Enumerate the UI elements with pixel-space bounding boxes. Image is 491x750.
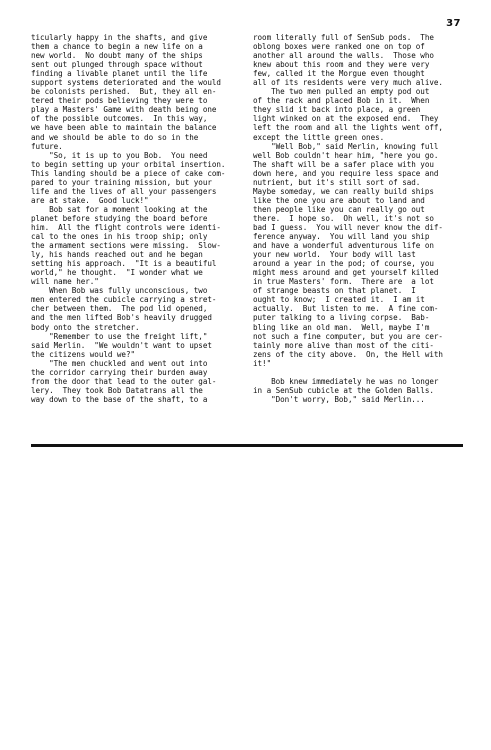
text-line: "Don't worry, Bob," said Merlin... [253, 394, 425, 404]
text-line: new world. No doubt many of the ships [31, 51, 203, 61]
text-line: there. I hope so. Oh well, it's not so [253, 213, 434, 223]
text-line: world," he thought. "I wonder what we [31, 268, 203, 278]
text-line: we have been able to maintain the balance [31, 123, 217, 133]
text-line: sent out plunged through space without [31, 60, 203, 70]
text-line: in true Masters' form. There are a lot [253, 277, 434, 287]
text-line: said Merlin. "We wouldn't want to upset [31, 340, 212, 350]
text-line: puter talking to a living corpse. Bab- [253, 313, 430, 323]
text-line: tainly more alive than most of the citi- [253, 340, 434, 350]
text-line: around a year in the pod; of course, you [253, 259, 434, 269]
page-number: 37 [446, 18, 461, 29]
text-line: The two men pulled an empty pod out [253, 87, 430, 97]
text-line: except the little green ones. [253, 132, 385, 142]
text-line: nutrient, but it's still sort of sad. [253, 177, 421, 187]
text-line: cal to the ones in his troop ship; only [31, 232, 208, 242]
text-line: another all around the walls. Those who [253, 51, 434, 61]
text-line: men entered the cubicle carrying a stret- [31, 295, 217, 305]
text-line: play a Masters' Game with death being one [31, 105, 217, 115]
text-line: then people like you can really go out [253, 204, 425, 214]
text-line: of the possible outcomes. In this way, [31, 114, 208, 124]
text-line: Maybe someday, we can really build ships [253, 186, 434, 196]
text-line: be colonists perished. But, they all en- [31, 87, 217, 97]
text-line: from the door that lead to the outer gal- [31, 376, 217, 386]
text-line: planet before studying the board before [31, 213, 208, 223]
text-line: tered their pods believing they were to [31, 96, 208, 106]
text-line: the corridor carrying their burden away [31, 367, 208, 377]
text-line: like the one you are about to land and [253, 195, 425, 205]
text-line: and we should be able to do so in the [31, 132, 199, 142]
text-line: bad I guess. You will never know the dif- [253, 222, 443, 232]
text-line: it!" [253, 358, 272, 368]
text-line: knew about this room and they were very [253, 60, 430, 70]
text-line: ference anyway. You will land you ship [253, 232, 430, 242]
text-line: Bob knew immediately he was no longer [253, 376, 439, 386]
text-line: "So, it is up to you Bob. You need [31, 150, 208, 160]
text-line: way down to the base of the shaft, to a [31, 394, 208, 404]
text-line: "The men chuckled and went out into [31, 358, 208, 368]
text-line: future. [31, 141, 63, 151]
text-line: in a SenSub cubicle at the Golden Balls. [253, 385, 434, 395]
text-line: bling like an old man. Well, maybe I'm [253, 322, 430, 332]
text-line: When Bob was fully unconscious, two [31, 286, 208, 296]
text-line: well Bob couldn't hear him, "here you go. [253, 150, 439, 160]
text-line: setting his approach. "It is a beautiful [31, 259, 217, 269]
text-line: room literally full of SenSub pods. The [253, 33, 434, 42]
text-line: body onto the stretcher. [31, 322, 140, 332]
text-line: them a chance to begin a new life on a [31, 42, 203, 52]
text-line: of strange beasts on that planet. I [253, 286, 416, 296]
text-line: him. All the flight controls were identi- [31, 222, 221, 232]
text-line: light winked on at the exposed end. They [253, 114, 439, 124]
text-line: they slid it back into place, a green [253, 105, 421, 115]
text-line: and the men lifted Bob's heavily drugged [31, 313, 212, 323]
text-line: cher between them. The pod lid opened, [31, 304, 208, 314]
text-line: will name her." [31, 277, 99, 287]
text-line: zens of the city above. On, the Hell with [253, 349, 443, 359]
text-line: actually. But listen to me. A fine com- [253, 304, 439, 314]
text-line: support systems deteriorated and the would [31, 78, 221, 88]
left-text-column [31, 33, 243, 404]
text-line: Bob sat for a moment looking at the [31, 204, 208, 214]
text-line: of the rack and placed Bob in it. When [253, 96, 430, 106]
text-line: not such a fine computer, but you are cer- [253, 331, 443, 341]
text-line [253, 368, 465, 377]
text-line: "Remember to use the freight lift," [31, 331, 208, 341]
text-line: finding a livable planet until the life [31, 69, 208, 79]
text-line: to begin setting up your orbital insertion. [31, 159, 226, 169]
text-line: life and the lives of all your passengers [31, 186, 217, 196]
right-text-column [253, 33, 465, 404]
text-line: the armament sections were missing. Slow- [31, 241, 221, 251]
text-line: oblong boxes were ranked one on top of [253, 42, 425, 52]
text-line: lery. They took Bob Datatrans all the [31, 385, 203, 395]
text-line: ought to know; I created it. I am it [253, 295, 425, 305]
text-line: left the room and all the lights went off, [253, 123, 443, 133]
text-line: pared to your training mission, but your [31, 177, 212, 187]
text-line: all of its residents were very much alive. [253, 78, 443, 88]
text-line: your new world. Your body will last [253, 250, 416, 260]
text-line: ticularly happy in the shafts, and give [31, 33, 208, 42]
text-line: "Well Bob," said Merlin, knowing full [253, 141, 439, 151]
text-line: are at stake. Good luck!" [31, 195, 149, 205]
text-line: ly, his hands reached out and he began [31, 250, 203, 260]
text-line: down here, and you require less space and [253, 168, 439, 178]
text-line: the citizens would we?" [31, 349, 136, 359]
section-divider-rule [31, 444, 463, 447]
text-line: might mess around and get yourself killed [253, 268, 439, 278]
text-line: and have a wonderful adventurous life on [253, 241, 434, 251]
text-line: few, called it the Morgue even thought [253, 69, 425, 79]
text-line: This landing should be a piece of cake com- [31, 168, 226, 178]
text-line: The shaft will be a safer place with you [253, 159, 434, 169]
